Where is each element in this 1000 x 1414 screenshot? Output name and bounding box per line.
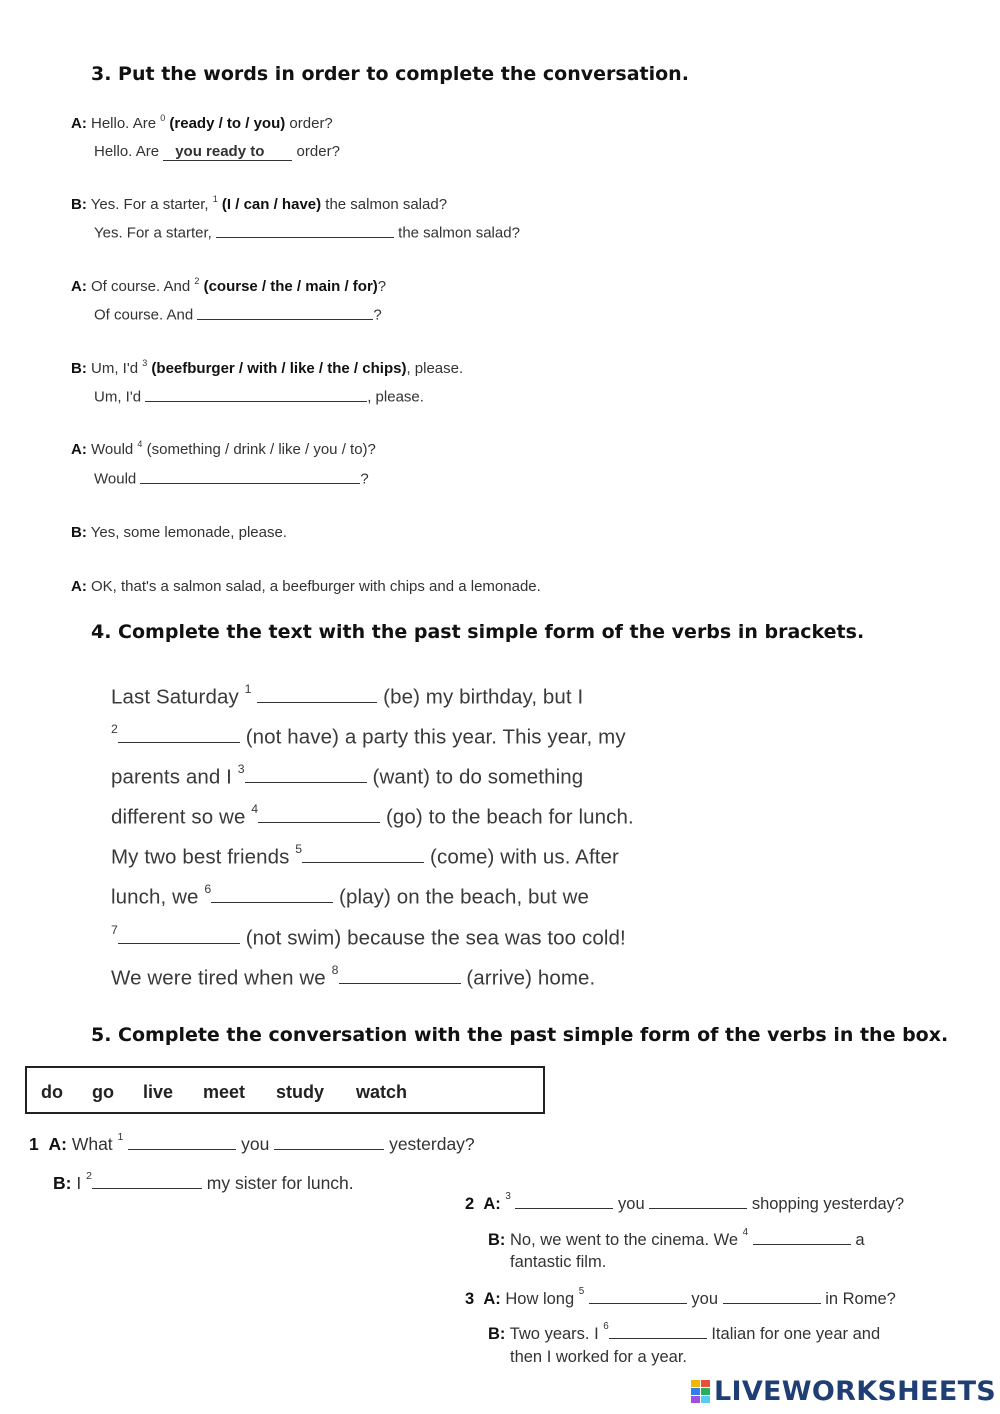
d2-blank-4[interactable] [753, 1229, 851, 1245]
ex4-line-3: parents and I $^3$ (want) to do something [111, 762, 584, 789]
d1-line-a: 1 A: What $^1$ you yesterday? [29, 1131, 475, 1154]
verb-blank-7[interactable] [118, 925, 240, 944]
d3-line-a: 3 A: How long $^5$ you in Rome? [465, 1286, 896, 1308]
ex4-line-4: different so we $^4$ (go) to the beach for lunch. [111, 802, 634, 829]
box-word-go: go [92, 1082, 114, 1102]
d3-blank-6[interactable] [609, 1323, 707, 1339]
d2-blank-3[interactable] [515, 1193, 613, 1209]
exercise-3-heading: 3. Put the words in order to complete the conversation. [91, 63, 689, 85]
answer-blank-4[interactable] [140, 469, 360, 484]
ex3-question-1: B: Yes. For a starter, $^1$ (I / can / have) the salmon salad? [71, 194, 448, 213]
box-word-study: study [276, 1082, 325, 1102]
d2-blank-3b[interactable] [649, 1193, 747, 1209]
ex4-line-5: My two best friends $^5$ (come) with us. After [111, 842, 619, 869]
ex3-answer-3: Um, I'd , please. [94, 388, 424, 406]
ex3-answer-1: Yes. For a starter, the salmon salad? [94, 224, 520, 242]
ex4-line-7: $^7$ (not swim) because the sea was too cold! [111, 923, 626, 950]
verb-blank-8[interactable] [339, 965, 461, 984]
verb-blank-5[interactable] [302, 844, 424, 863]
d2-line-b: B: No, we went to the cinema. We $^4$ a [488, 1227, 865, 1249]
d3-blank-5[interactable] [589, 1288, 687, 1304]
d3-line-b2: then I worked for a year. [510, 1348, 688, 1366]
ex4-line-2: $^2$ (not have) a party this year. This year, my [111, 722, 626, 749]
box-word-do: do [41, 1082, 63, 1102]
d1-line-b: B: I $^2$ my sister for lunch. [53, 1170, 354, 1193]
verb-blank-6[interactable] [211, 884, 333, 903]
d1-blank-1b[interactable] [274, 1133, 384, 1150]
example-answer: you ready to [163, 143, 292, 161]
ex3-answer-2: Of course. And ? [94, 306, 382, 324]
ex4-line-1: Last Saturday $^1$ (be) my birthday, but I [111, 682, 584, 709]
d3-blank-5b[interactable] [723, 1288, 821, 1304]
ex4-line-8: We were tired when we $^8$ (arrive) home. [111, 963, 596, 990]
logo-text: LIVEWORKSHEETS [714, 1375, 997, 1407]
verb-blank-3[interactable] [245, 764, 367, 783]
d1-blank-2[interactable] [92, 1172, 202, 1189]
ex3-answer-0: Hello. Are you ready to order? [94, 143, 340, 160]
box-word-meet: meet [203, 1082, 246, 1102]
ex3-line-b-last: B: Yes, some lemonade, please. [71, 524, 287, 541]
ex3-answer-4: Would ? [94, 470, 369, 488]
ex3-question-2: A: Of course. And $^2$ (course / the / main / for)? [71, 276, 387, 295]
exercise-4-heading: 4. Complete the text with the past simple form of the verbs in brackets. [91, 621, 865, 643]
verb-blank-4[interactable] [258, 804, 380, 823]
d1-blank-1[interactable] [128, 1133, 236, 1150]
answer-blank-1[interactable] [216, 223, 394, 238]
ex4-line-6: lunch, we $^6$ (play) on the beach, but we [111, 882, 590, 909]
d3-line-b: B: Two years. I $^6$ Italian for one year and [488, 1321, 881, 1343]
verb-blank-1[interactable] [257, 684, 377, 703]
ex3-question-0: A: Hello. Are $^0$ (ready / to / you) order? [71, 113, 333, 132]
box-word-watch: watch [356, 1082, 408, 1102]
logo-blocks-icon [690, 1377, 712, 1405]
d2-line-b2: fantastic film. [510, 1253, 607, 1271]
ex3-question-4: A: Would $^4$ (something / drink / like / you / to)? [71, 439, 376, 458]
box-word-live: live [143, 1082, 174, 1102]
exercise-5-heading: 5. Complete the conversation with the past simple form of the verbs in the box. [91, 1024, 949, 1046]
answer-blank-3[interactable] [145, 387, 367, 402]
liveworksheets-logo [690, 1374, 996, 1408]
ex3-question-3: B: Um, I'd $^3$ (beefburger / with / like / the / chips), please. [71, 358, 464, 377]
word-box [25, 1066, 545, 1114]
verb-blank-2[interactable] [118, 724, 240, 743]
answer-blank-2[interactable] [197, 305, 373, 320]
d2-line-a: 2 A: $^3$ you shopping yesterday? [465, 1191, 905, 1213]
ex3-line-a-last: A: OK, that's a salmon salad, a beefburger with chips and a lemonade. [71, 578, 541, 595]
